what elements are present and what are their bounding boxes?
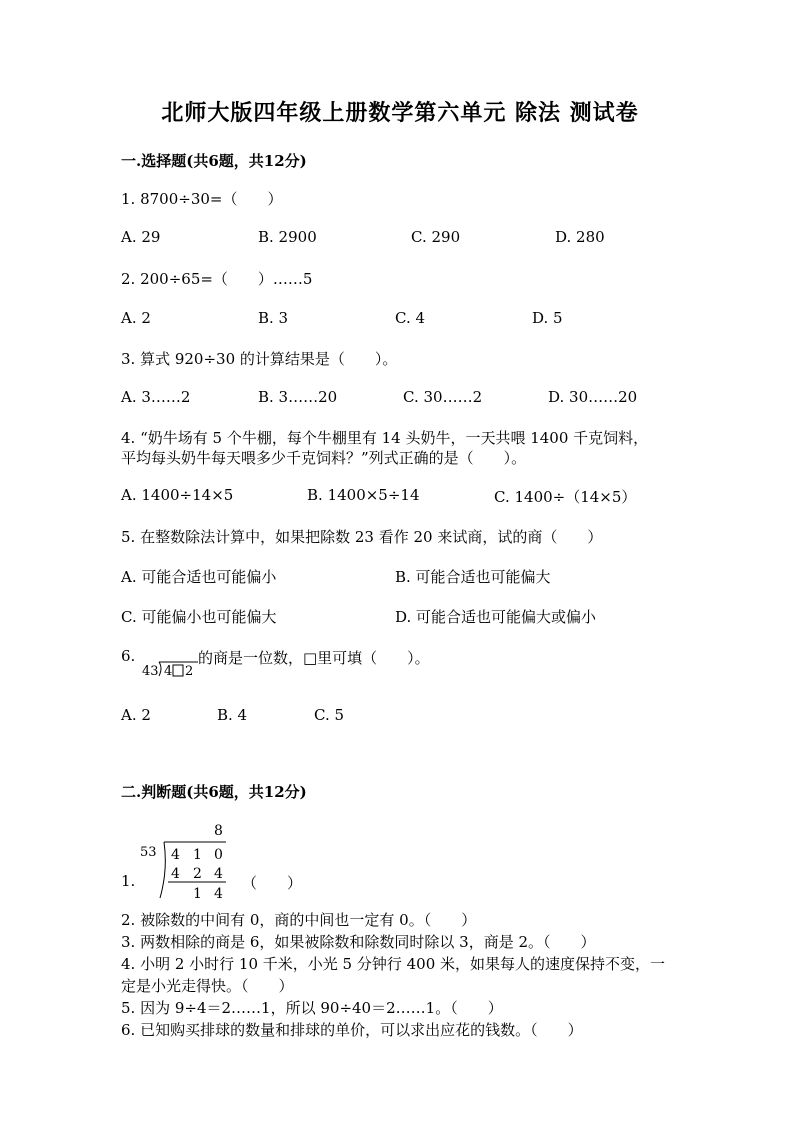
- option: C. 5: [314, 706, 345, 724]
- question-stem: 的商是一位数，□里可填（ ）。: [198, 649, 430, 667]
- section-heading-choice: 一.选择题(共6题，共12分): [121, 152, 307, 170]
- question-stem-line1: 4. “奶牛场有 5 个牛棚，每个牛棚里有 14 头奶牛，一天共喂 1400 千克饲料，: [121, 429, 649, 447]
- option: A. 可能合适也可能偏小: [121, 568, 277, 586]
- product-digit: 4: [171, 866, 180, 882]
- remainder-digit: 1: [193, 886, 202, 902]
- divisor-text: 43: [142, 664, 159, 679]
- dividend-digit: 1: [193, 847, 202, 863]
- judge-statement: 5. 因为 9÷4＝2……1，所以 90÷40＝2……1。（ ）: [121, 999, 503, 1017]
- judge-statement: 3. 两数相除的商是 6，如果被除数和除数同时除以 3，商是 2。（ ）: [121, 933, 596, 951]
- option: C. 可能偏小也可能偏大: [121, 608, 277, 626]
- option: A. 2: [121, 706, 151, 724]
- dividend-digit: 4: [164, 664, 173, 679]
- option: C. 4: [395, 309, 426, 327]
- option: B. 3……20: [258, 388, 338, 406]
- dividend-digit: 0: [214, 847, 223, 863]
- judge-statement: 6. 已知购买排球的数量和排球的单价，可以求出应花的钱数。（ ）: [121, 1021, 583, 1039]
- option: D. 5: [532, 309, 563, 327]
- option: C. 1400÷（14×5）: [494, 488, 637, 506]
- question-number: 6.: [121, 647, 136, 665]
- option: B. 3: [258, 309, 289, 327]
- option: D. 280: [555, 228, 605, 246]
- page-title: 北师大版四年级上册数学第六单元 除法 测试卷: [161, 100, 639, 126]
- judge-statement-line1: 4. 小明 2 小时行 10 千米，小光 5 分钟行 400 米，如果每人的速度保持不变，一: [121, 955, 666, 973]
- question-stem: 2. 200÷65=（ ）……5: [121, 270, 313, 288]
- dividend-digit: 4: [171, 847, 180, 863]
- long-division-worked-figure: [138, 818, 238, 904]
- option: A. 3……2: [121, 388, 191, 406]
- section-heading-judge: 二.判断题(共6题，共12分): [121, 783, 307, 801]
- option: A. 29: [121, 228, 161, 246]
- question-stem-line2: 平均每头奶牛每天喂多少千克饲料？”列式正确的是（ ）。: [121, 449, 527, 467]
- product-digit: 2: [193, 866, 202, 882]
- option: C. 30……2: [403, 388, 483, 406]
- answer-parentheses: （ ）: [242, 874, 303, 892]
- option: B. 2900: [258, 228, 317, 246]
- option: A. 2: [121, 309, 151, 327]
- option: B. 可能合适也可能偏大: [395, 568, 551, 586]
- product-digit: 4: [214, 866, 223, 882]
- question-stem: 5. 在整数除法计算中，如果把除数 23 看作 20 来试商，试的商（ ）: [121, 528, 603, 546]
- option: A. 1400÷14×5: [121, 486, 234, 504]
- blank-box: [173, 665, 183, 676]
- question-stem: 1. 8700÷30=（ ）: [121, 190, 283, 208]
- judge-statement-line2: 定是小光走得快。（ ）: [121, 977, 294, 995]
- option: C. 290: [411, 228, 461, 246]
- judge-statement: 2. 被除数的中间有 0，商的中间也一定有 0。（ ）: [121, 911, 477, 929]
- option: B. 4: [217, 706, 248, 724]
- dividend-digit: 2: [185, 664, 194, 679]
- remainder-digit: 4: [214, 886, 223, 902]
- quotient-text: 8: [214, 823, 223, 839]
- divisor-text: 53: [140, 845, 157, 860]
- long-division-figure: [140, 656, 200, 680]
- option: D. 30……20: [548, 388, 638, 406]
- question-stem: 3. 算式 920÷30 的计算结果是（ ）。: [121, 350, 398, 368]
- question-number: 1.: [121, 872, 136, 890]
- option: B. 1400×5÷14: [307, 486, 420, 504]
- option: D. 可能合适也可能偏大或偏小: [395, 608, 597, 626]
